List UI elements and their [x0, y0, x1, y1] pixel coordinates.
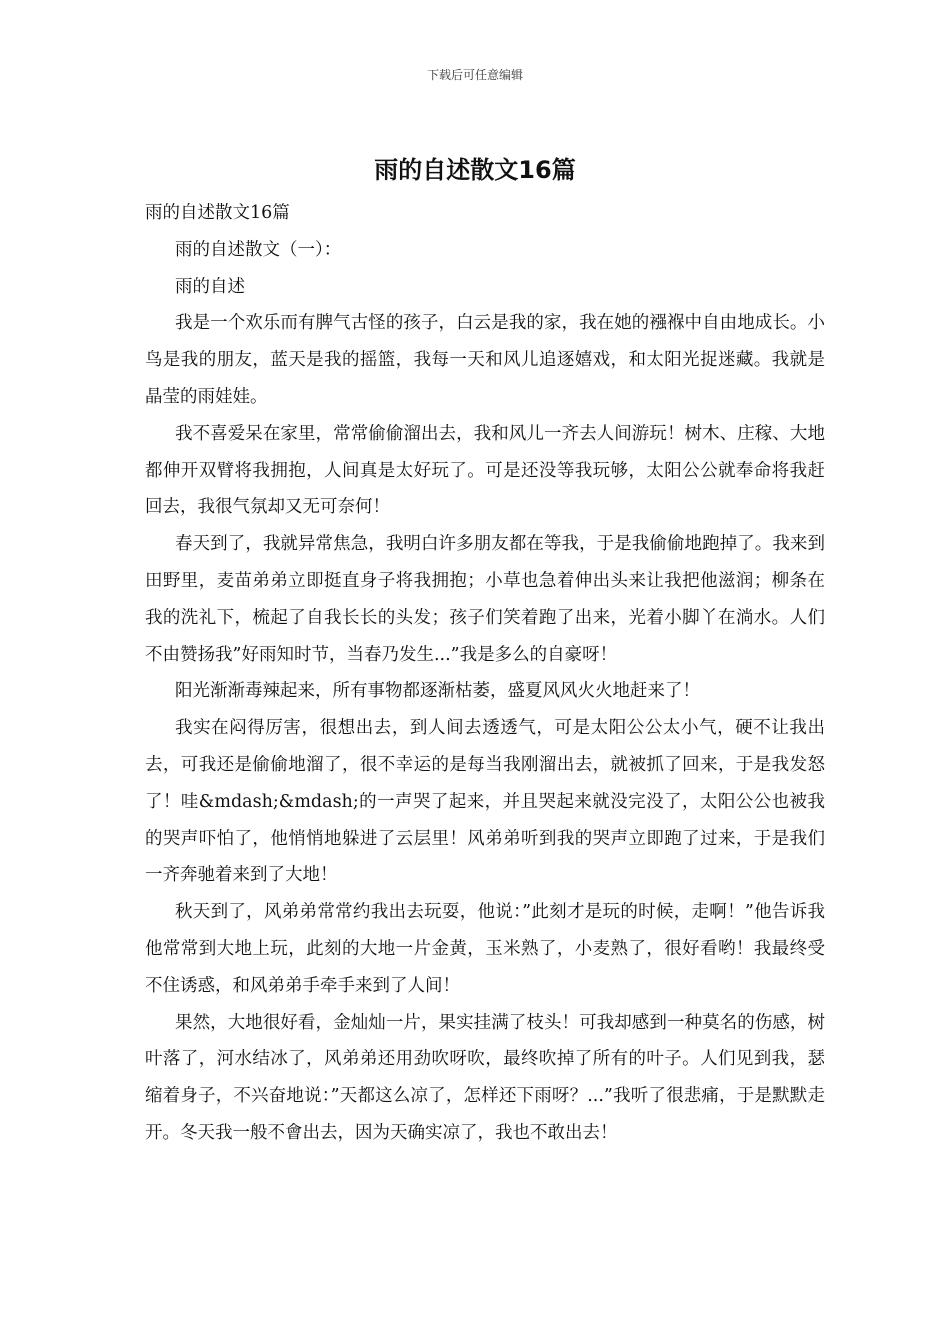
paragraph: 春天到了，我就异常焦急，我明白许多朋友都在等我，于是我偷偷地跑掉了。我来到田野里，麦苗弟弟立即挺直身子将我拥抱；小草也急着伸出头来让我把他滋润；柳条在我的洗礼下，梳起了自我长长的头发；孩子们笑着跑了出来，光着小脚丫在淌水。人们不由赞扬我”好雨知时节，当春乃发生...”我是多么的自豪呀！ [145, 534, 825, 665]
document-subtitle: 雨的自述散文16篇 [145, 203, 290, 223]
paragraph: 果然，大地很好看，金灿灿一片，果实挂满了枝头！可我却感到一种莫名的伤感，树叶落了，河水结冰了，风弟弟还用劲吹呀吹，最终吹掉了所有的叶子。人们见到我，瑟缩着身子，不兴奋地说：”天都这么凉了，怎样还下雨呀？...”我听了很悲痛，于是默默走开。冬天我一般不會出去，因为天确实凉了，我也不敢出去！ [145, 1012, 825, 1143]
paragraph: 我是一个欢乐而有脾气古怪的孩子，白云是我的家，我在她的襁褓中自由地成长。小鸟是我的朋友，蓝天是我的摇篮，我每一天和风儿追逐嬉戏，和太阳光捉迷藏。我就是晶莹的雨娃娃。 [145, 313, 825, 407]
paragraph: 秋天到了，风弟弟常常约我出去玩耍，他说：”此刻才是玩的时候，走啊！”他告诉我他常常到大地上玩，此刻的大地一片金黄，玉米熟了，小麦熟了，很好看哟！我最终受不住诱惑，和风弟弟手牵手来到了人间！ [145, 902, 825, 996]
document-title: 雨的自述散文16篇 [374, 156, 576, 184]
paragraph: 阳光渐渐毒辣起来，所有事物都逐渐枯萎，盛夏风风火火地赶来了！ [175, 681, 700, 702]
paragraph: 我不喜爱呆在家里，常常偷偷溜出去，我和风儿一齐去人间游玩！树木、庄稼、大地都伸开双臂将我拥抱，人间真是太好玩了。可是还没等我玩够，太阳公公就奉命将我赶回去，我很气氛却又无可奈何！ [145, 423, 825, 518]
paragraph: 我实在闷得厉害，很想出去，到人间去透透气，可是太阳公公太小气，硬不让我出去，可我还是偷偷地溜了，很不幸运的是每当我刚溜出去，就被抓了回来，于是我发怒了！哇&mdash;&mdash;的一声哭了起来，并且哭起来就没完没了，太阳公公也被我的哭声吓怕了，他悄悄地躲进了云层里！风弟弟听到我的哭声立即跑了过来，于是我们一齐奔驰着来到了大地！ [145, 718, 825, 886]
essay-title: 雨的自述 [175, 276, 245, 297]
section-heading: 雨的自述散文（一）： [175, 239, 342, 260]
page-header-note: 下载后可任意编辑 [426, 68, 523, 82]
document-body [145, 195, 825, 1152]
